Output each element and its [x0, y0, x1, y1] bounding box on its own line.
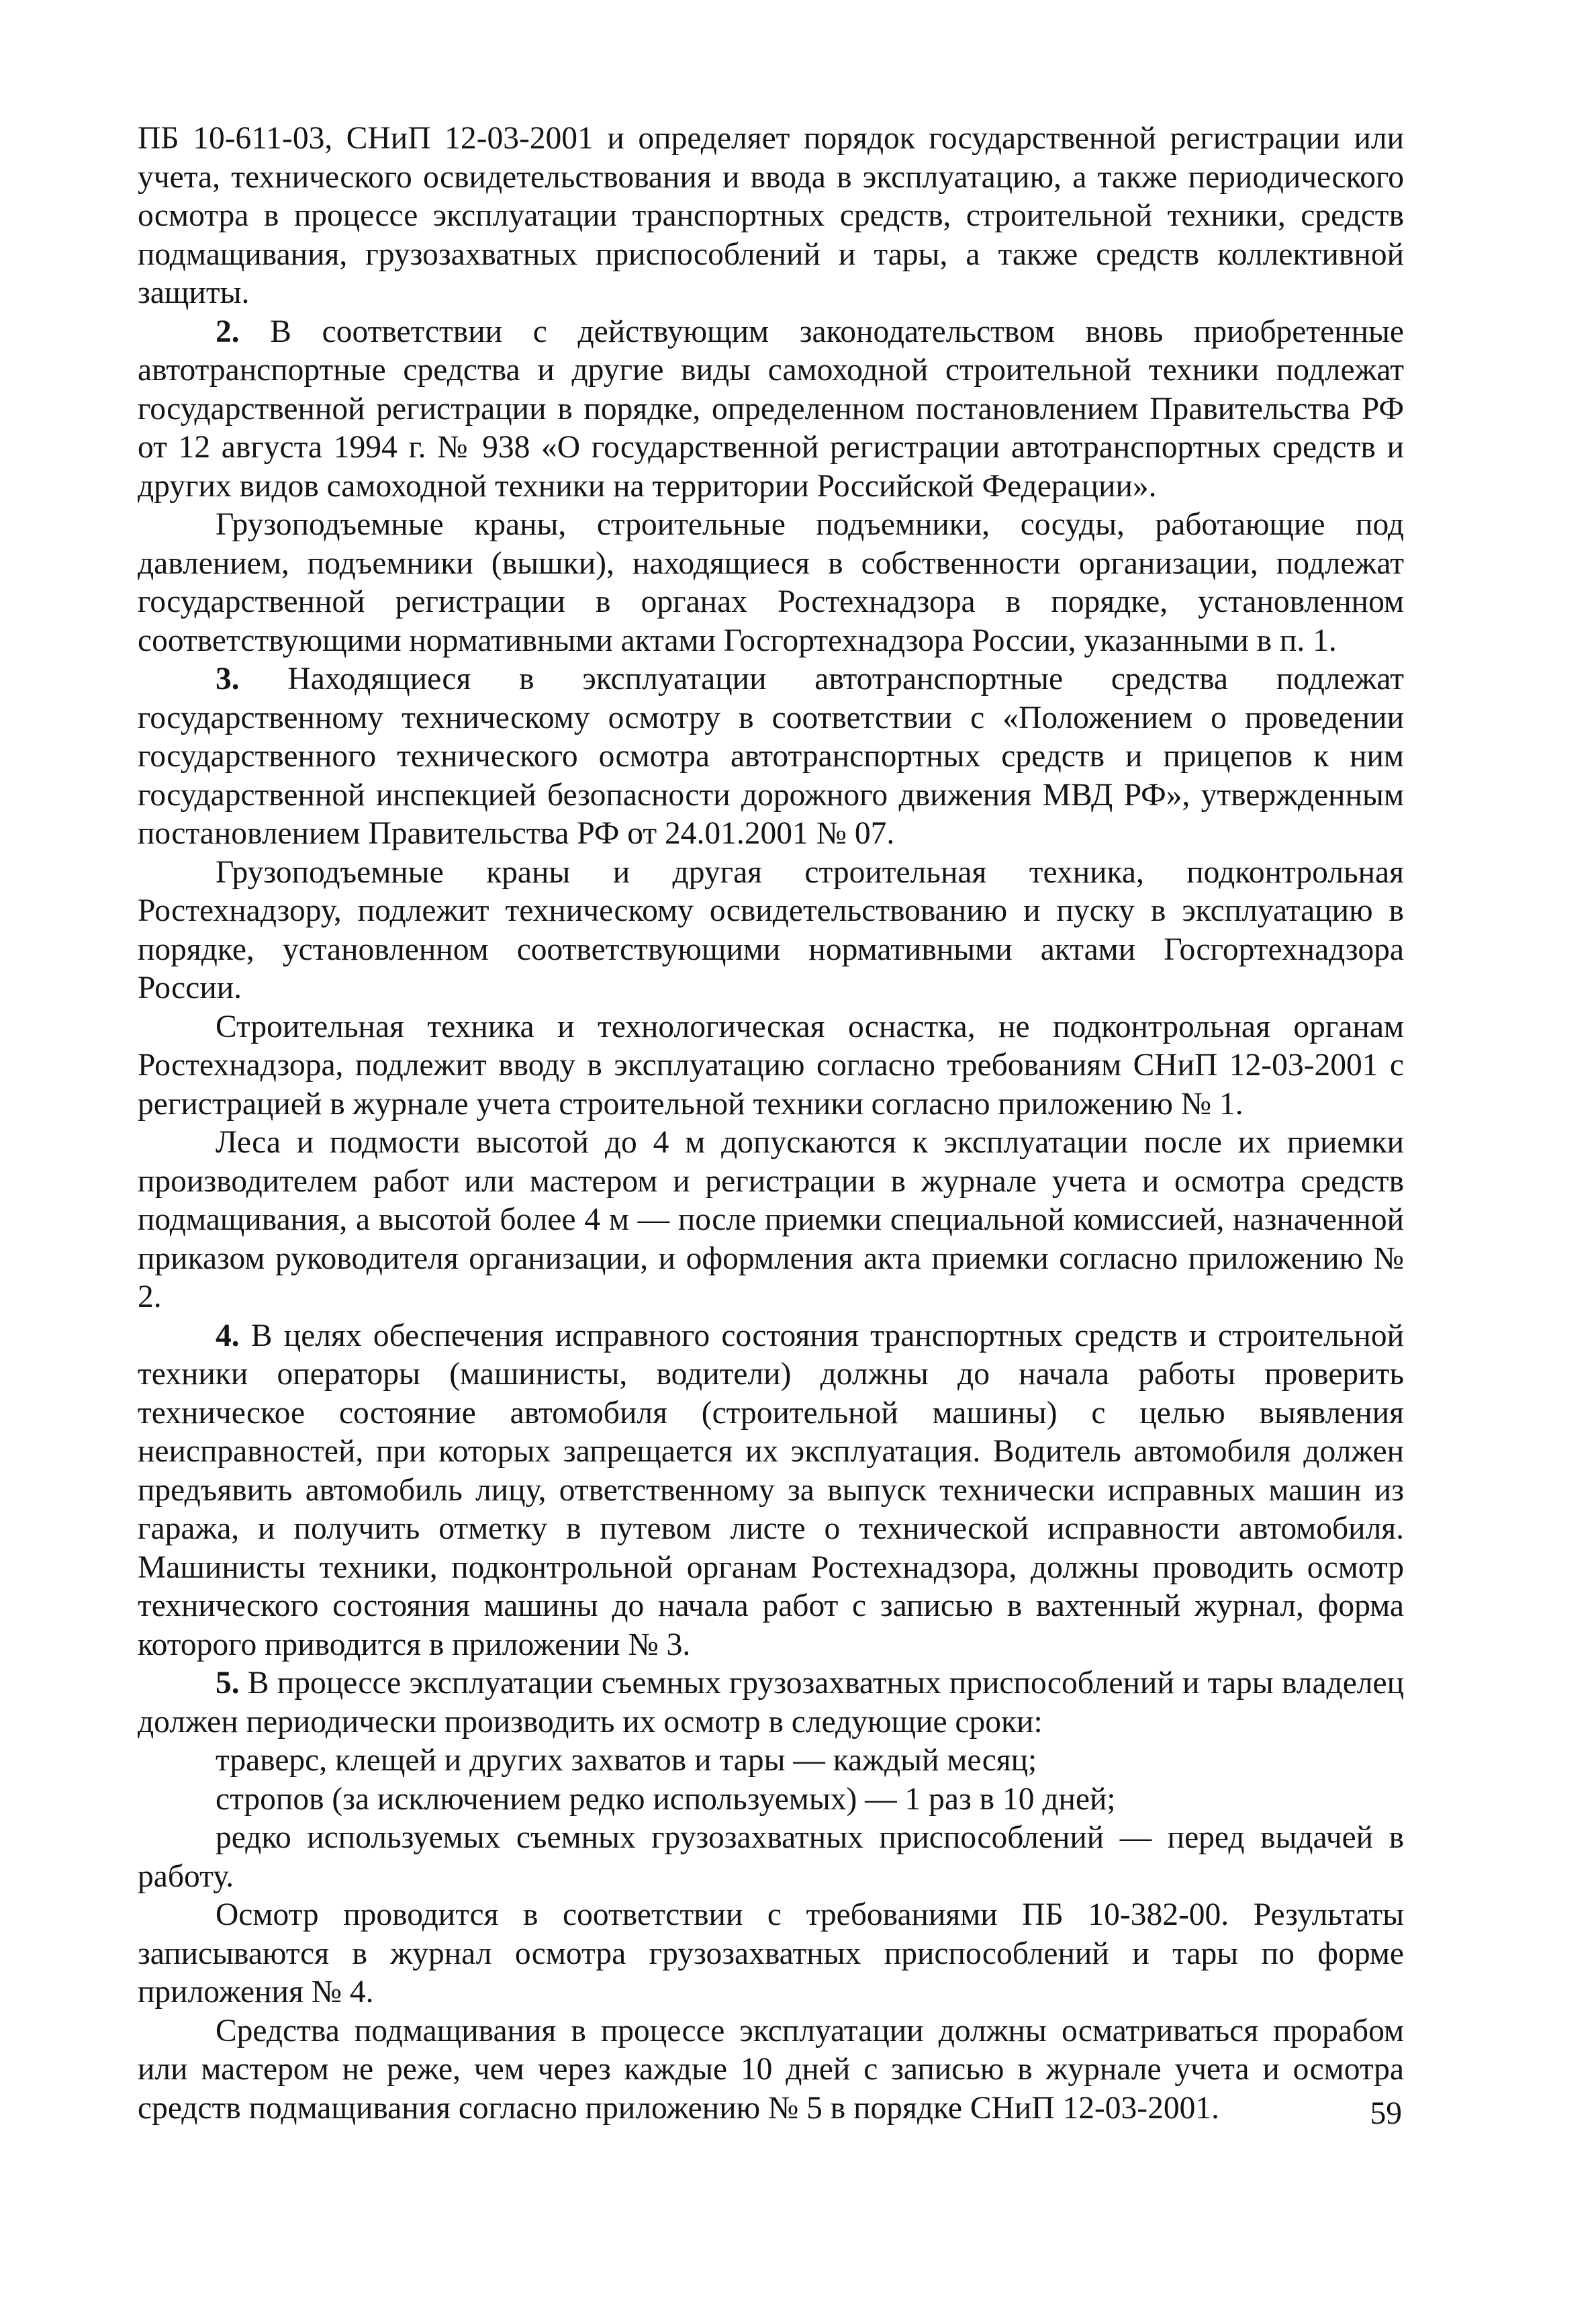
paragraph-item-4 [138, 1317, 1404, 1665]
paragraph-text: редко используемых съемных грузозахватных приспособлений — перед выдачей в работу. [138, 1820, 1404, 1894]
paragraph-text: ПБ 10-611-03, СНиП 12-03-2001 и определяет порядок государственной регистрации или учета, технического освидетельствования и ввода в эксплуатацию, а также периодического осмотра в процессе эксплуатации транспортных средств, строительной техники, средств подмащивания, грузозахватных приспособлений и тары, а также средств коллективной защиты. [138, 121, 1404, 310]
document-body [138, 120, 1404, 2128]
paragraph-text: Грузоподъемные краны, строительные подъемники, сосуды, работающие под давлением, подъемники (вышки), находящиеся в собственности организации, подлежат государственной регистрации в органах Ростехнадзора в порядке, установленном соответствующими нормативными актами Госгортехнадзора России, указанными в п. 1. [138, 507, 1404, 658]
page-number: 59 [1370, 2096, 1402, 2131]
item-number: 2. [216, 314, 240, 349]
paragraph-text: Осмотр проводится в соответствии с требованиями ПБ 10-382-00. Результаты записываются в журнал осмотра грузозахватных приспособлений и тары по форме приложения № 4. [138, 1897, 1404, 2009]
paragraph [138, 2012, 1404, 2128]
paragraph [138, 1008, 1404, 1124]
paragraph-continuation [138, 120, 1404, 313]
list-item [138, 1780, 1404, 1819]
paragraph [138, 1896, 1404, 2012]
paragraph-text: В целях обеспечения исправного состояния транспортных средств и строительной техники операторы (машинисты, водители) должны до начала работы проверить техническое состояние автомобиля (строительной машины) с целью выявления неисправностей, при которых запрещается их эксплуатация. Водитель автомобиля должен предъявить автомобиль лицу, ответственному за выпуск технически исправных машин из гаража, и получить отметку в путевом листе о технической исправности автомобиля. Машинисты техники, подконтрольной органам Ростехнадзора, должны проводить осмотр технического состояния машины до начала работ с записью в вахтенный журнал, форма которого приводится в приложении № 3. [138, 1318, 1404, 1662]
paragraph-item-5 [138, 1664, 1404, 1741]
paragraph-text: В соответствии с действующим законодательством вновь приобретенные автотранспортные средства и другие виды самоходной строительной техники подлежат государственной регистрации в порядке, определенном постановлением Правительства РФ от 12 августа 1994 г. № 938 «О государственной регистрации автотранспортных средств и других видов самоходной техники на территории Российской Федерации». [138, 314, 1404, 504]
item-number: 5. [216, 1666, 240, 1701]
paragraph-text: В процессе эксплуатации съемных грузозахватных приспособлений и тары владелец должен периодически производить их осмотр в следующие сроки: [138, 1666, 1404, 1739]
item-number: 3. [216, 662, 240, 696]
paragraph [138, 506, 1404, 660]
paragraph-text: Находящиеся в эксплуатации автотранспортные средства подлежат государственному техническому осмотру в соответствии с «Положением о проведении государственного технического осмотра автотранспортных средств и прицепов к ним государственной инспекцией безопасности дорожного движения МВД РФ», утвержденным постановлением Правительства РФ от 24.01.2001 № 07. [138, 662, 1404, 851]
paragraph-text: Грузоподъемные краны и другая строительная техника, подконтрольная Ростехнадзору, подлежит техническому освидетельствованию и пуску в эксплуатацию в порядке, установленном соответствующими нормативными актами Госгортехнадзора России. [138, 854, 1404, 1005]
paragraph [138, 854, 1404, 1008]
paragraph-item-3 [138, 660, 1404, 854]
list-item [138, 1819, 1404, 1896]
paragraph-text: траверс, клещей и других захватов и тары — каждый месяц; [216, 1743, 1037, 1778]
item-number: 4. [216, 1318, 240, 1353]
paragraph-text: Строительная техника и технологическая оснастка, не подконтрольная органам Ростехнадзора, подлежит вводу в эксплуатацию согласно требованиям СНиП 12-03-2001 с регистрацией в журнале учета строительной техники согласно приложению № 1. [138, 1009, 1404, 1122]
paragraph-text: Леса и подмости высотой до 4 м допускаются к эксплуатации после их приемки производителем работ или мастером и регистрации в журнале учета и осмотра средств подмащивания, а высотой более 4 м — после приемки специальной комиссией, назначенной приказом руководителя организации, и оформления акта приемки согласно приложению № 2. [138, 1125, 1404, 1314]
paragraph-text: Средства подмащивания в процессе эксплуатации должны осматриваться прорабом или мастером не реже, чем через каждые 10 дней с записью в журнале учета и осмотра средств подмащивания согласно приложению № 5 в порядке СНиП 12-03-2001. [138, 2013, 1404, 2126]
paragraph-item-2 [138, 313, 1404, 506]
paragraph [138, 1124, 1404, 1317]
paragraph-text: стропов (за исключением редко используемых) — 1 раз в 10 дней; [216, 1781, 1116, 1817]
list-item [138, 1741, 1404, 1780]
